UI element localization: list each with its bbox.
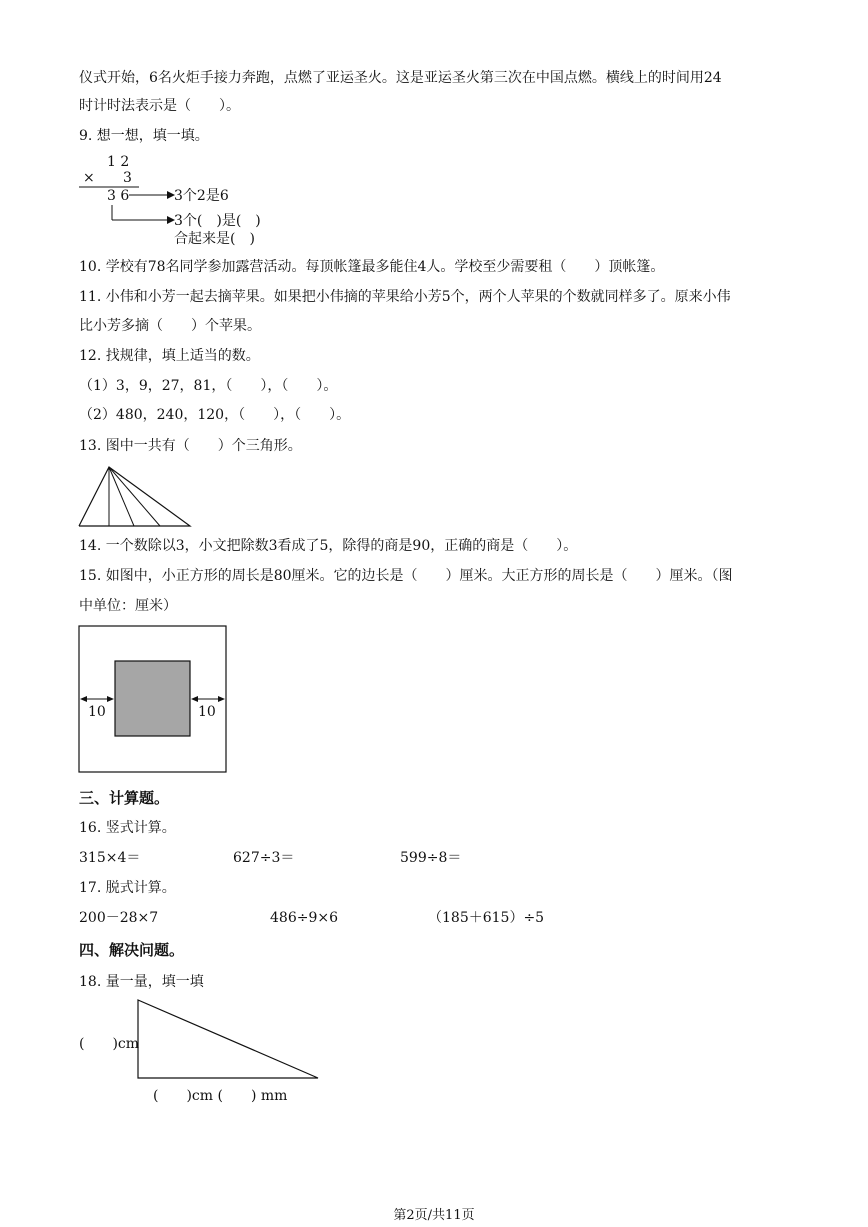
q12-title: 12. 找规律，填上适当的数。 <box>79 348 260 364</box>
q16-expr-1: 315×4＝ <box>79 850 141 866</box>
section-4-heading: 四、解决问题。 <box>79 941 185 959</box>
q13-triangle-figure <box>76 464 194 528</box>
q10-text: 10. 学校有78名同学参加露营活动。每顶帐篷最多能住4人。学校至少需要租（ ）顶帐篷。 <box>79 259 665 275</box>
q8-line1: 仪式开始，6名火炬手接力奔跑，点燃了亚运圣火。这是亚运圣火第三次在中国点燃。横线上的时间用24 <box>79 70 722 86</box>
section-3-heading: 三、计算题。 <box>79 789 170 807</box>
q18-triangle-shape <box>138 1000 318 1078</box>
q9-combined-text: 合起来是( ) <box>174 231 255 247</box>
q14-text: 14. 一个数除以3，小文把除数3看成了5，除得的商是90，正确的商是（ ）。 <box>79 538 578 554</box>
q16-expr-3: 599÷8＝ <box>400 850 462 866</box>
q15-label-left: 10 <box>88 704 106 720</box>
q9-arrow2-text: 3个( )是( ) <box>174 213 261 229</box>
q17-expr-2: 486÷9×6 <box>270 910 338 926</box>
q13-text: 13. 图中一共有（ ）个三角形。 <box>79 438 302 454</box>
q15-small-square <box>115 661 190 736</box>
q11-line2: 比小芳多摘（ ）个苹果。 <box>79 318 261 334</box>
q13-line-3 <box>109 467 160 526</box>
q16-expr-2: 627÷3＝ <box>233 850 295 866</box>
q9-times-sign: × <box>83 170 95 186</box>
q18-title: 18. 量一量，填一填 <box>79 974 204 990</box>
q15-line1: 15. 如图中，小正方形的周长是80厘米。它的边长是（ ）厘米。大正方形的周长是（ ）厘米。（图 <box>79 568 733 584</box>
q9-multiplication-figure <box>79 152 339 252</box>
q15-line2: 中单位：厘米） <box>79 598 177 614</box>
q9-multiplier: 3 <box>123 170 132 186</box>
q18-bottom-label: ( )cm ( ) mm <box>153 1088 288 1104</box>
q17-expr-3: （185＋615）÷5 <box>428 910 545 926</box>
page-footer: 第2页/共11页 <box>393 1208 475 1223</box>
q9-result: 3 6 <box>107 188 130 204</box>
q15-squares <box>78 625 228 775</box>
q16-title: 16. 竖式计算。 <box>79 820 176 836</box>
q18-right-triangle <box>130 998 330 1082</box>
q9-arrow1-text: 3个2是6 <box>174 188 229 204</box>
q9-title: 9. 想一想，填一填。 <box>79 128 209 144</box>
q12-part2: （2）480，240，120，（ ），（ ）。 <box>79 407 351 423</box>
q12-part1: （1）3，9，27，81，（ ），（ ）。 <box>79 378 338 394</box>
q9-top-number: 1 2 <box>107 154 130 170</box>
q18-left-label: ( )cm <box>79 1036 140 1052</box>
q8-line2: 时计时法表示是（ ）。 <box>79 98 240 114</box>
q11-line1: 11. 小伟和小芳一起去摘苹果。如果把小伟摘的苹果给小芳5个，两个人苹果的个数就同样多了。原来小伟 <box>79 289 731 305</box>
q17-expr-1: 200－28×7 <box>79 910 159 926</box>
q15-label-right: 10 <box>198 704 216 720</box>
q15-square-figure <box>78 625 228 775</box>
q17-title: 17. 脱式计算。 <box>79 880 176 896</box>
